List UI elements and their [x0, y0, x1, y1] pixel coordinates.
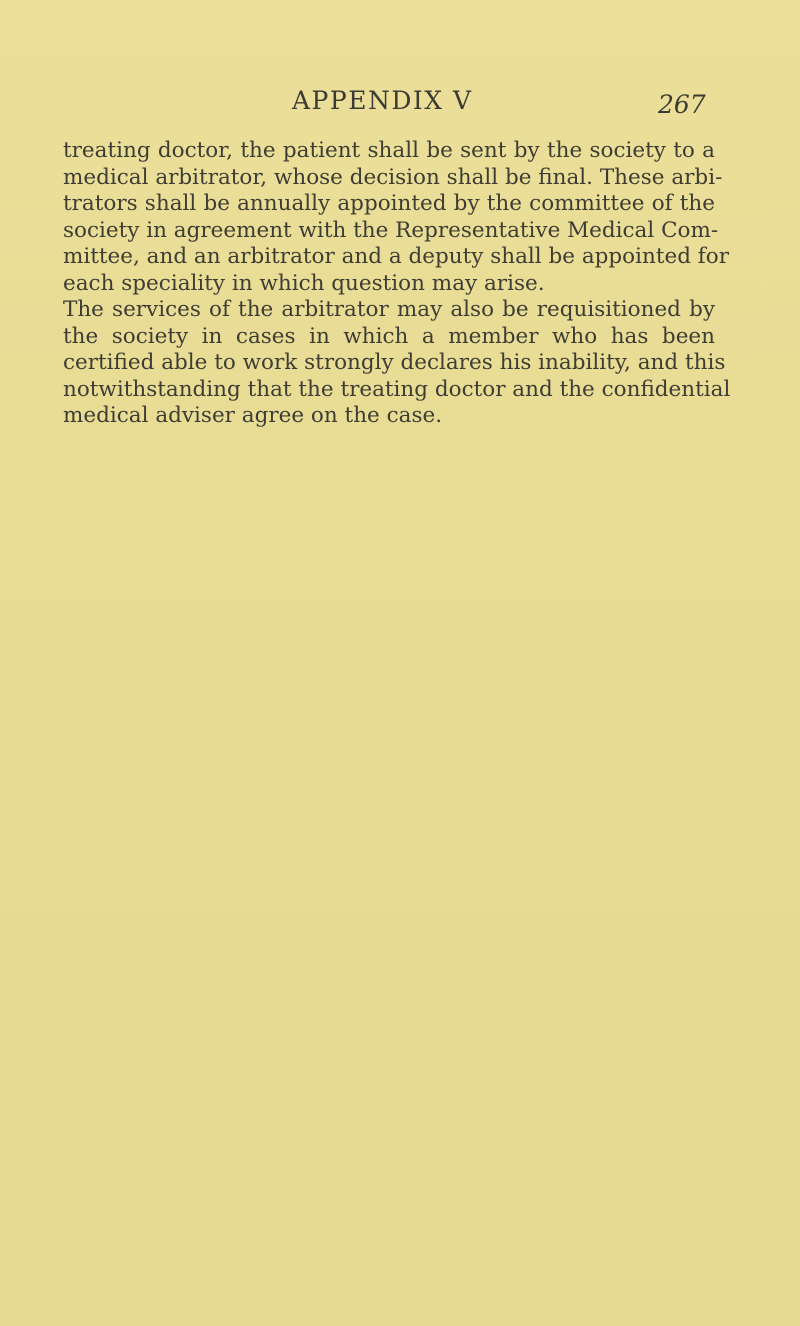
text-line: mittee, and an arbitrator and a deputy shall be appointed for	[63, 244, 729, 269]
text-line: trators shall be annually appointed by the committee of the	[63, 191, 715, 216]
text-line: notwithstanding that the treating doctor and the confidential	[63, 376, 731, 402]
page-header-title: APPENDIX V	[292, 86, 473, 115]
text-line: medical arbitrator, whose decision shall be final. These arbi-	[63, 164, 723, 190]
text-line: society in agreement with the Representative Medical Com-	[63, 217, 719, 243]
text-line: each speciality in which question may arise.	[63, 270, 545, 296]
text-line: treating doctor, the patient shall be sent by the society to a	[63, 138, 715, 163]
paragraph-2	[63, 297, 731, 430]
body-text	[63, 138, 731, 430]
running-head	[0, 82, 800, 122]
text-line: the society in cases in which a member who has been	[63, 323, 715, 349]
paragraph-1	[63, 138, 729, 297]
text-line: medical adviser agree on the case.	[63, 403, 443, 428]
page-number: 267	[658, 90, 706, 119]
text-line: certified able to work strongly declares his inability, and this	[63, 350, 726, 375]
text-line: The services of the arbitrator may also be requisitioned by	[63, 297, 715, 322]
